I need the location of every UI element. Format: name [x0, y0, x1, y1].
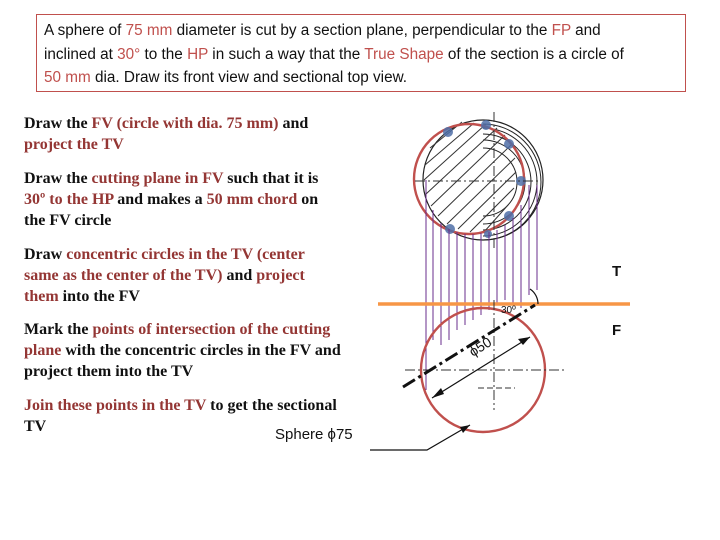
text-segment: such that it is [223, 170, 319, 187]
dimension-arrow-head [432, 388, 444, 398]
text-segment: to get the sectional [206, 397, 337, 414]
text-segment: and [570, 22, 601, 39]
section-hatching [424, 122, 516, 232]
highlighted-text: cutting plane in FV [91, 170, 224, 187]
text-segment: and [222, 267, 257, 284]
tv-point [445, 224, 455, 234]
text-segment: dia. Draw its front view and sectional top view. [90, 69, 408, 86]
text-segment: to the [140, 45, 188, 63]
sphere-leader-line [370, 425, 470, 450]
tv-point [443, 127, 453, 137]
highlighted-text: FV (circle with dia. 75 mm) [91, 115, 279, 132]
angle-label: 30º [501, 305, 516, 316]
leader-arrow-head [460, 425, 470, 433]
highlighted-text: True Shape [364, 45, 444, 63]
highlighted-text: plane [24, 342, 62, 359]
tv-point [484, 230, 492, 238]
text-segment: A sphere of [44, 22, 126, 39]
text-segment: inclined at [44, 45, 118, 63]
highlighted-text: 50 mm chord [206, 191, 298, 208]
chord-dimension-label: ϕ50 [466, 333, 495, 360]
highlighted-text: 30º to the HP [24, 191, 114, 208]
highlighted-text: 50 mm [44, 69, 91, 86]
text-segment: Draw the [24, 170, 92, 187]
highlighted-text: 75 mm [125, 22, 173, 39]
text-segment: TV [24, 418, 47, 435]
sphere-diameter-label: Sphere ϕ75 [275, 426, 353, 443]
highlighted-text: project [256, 267, 305, 284]
highlighted-text: FP [551, 22, 571, 39]
text-segment: into the FV [58, 288, 140, 305]
text-segment: and makes a [113, 191, 207, 208]
highlighted-text: same as the center of the TV) [24, 267, 223, 284]
tv-point [481, 120, 491, 130]
front-view-label-F: F [612, 322, 622, 339]
highlighted-text: concentric circles in the TV (center [66, 246, 305, 263]
text-segment: project them into the TV [24, 363, 194, 380]
highlighted-text: points of intersection of the cutting [92, 321, 331, 338]
text-segment: Draw [24, 246, 67, 263]
text-segment: with the concentric circles in the FV and [61, 342, 341, 359]
text-segment: and [278, 115, 309, 132]
top-view-label-T: T [612, 263, 622, 280]
text-segment: Mark the [24, 321, 93, 338]
text-segment: in such a way that the [208, 45, 365, 63]
highlighted-text: 30° [117, 45, 141, 63]
tv-point [504, 139, 514, 149]
highlighted-text: Join these points in the TV [24, 397, 207, 414]
text-segment: diameter is cut by a section plane, perpendicular to the [172, 22, 552, 39]
front-view [370, 289, 565, 450]
text-segment: of the section is a circle of [443, 45, 624, 63]
angle-arc [530, 289, 538, 304]
text-segment: the FV circle [24, 212, 112, 229]
text-segment: on [297, 191, 319, 208]
highlighted-text: them [24, 288, 59, 305]
tv-concentric-circle [483, 148, 517, 216]
highlighted-text: HP [187, 45, 209, 63]
highlighted-text: project the TV [24, 136, 124, 153]
text-segment: Draw the [24, 115, 92, 132]
